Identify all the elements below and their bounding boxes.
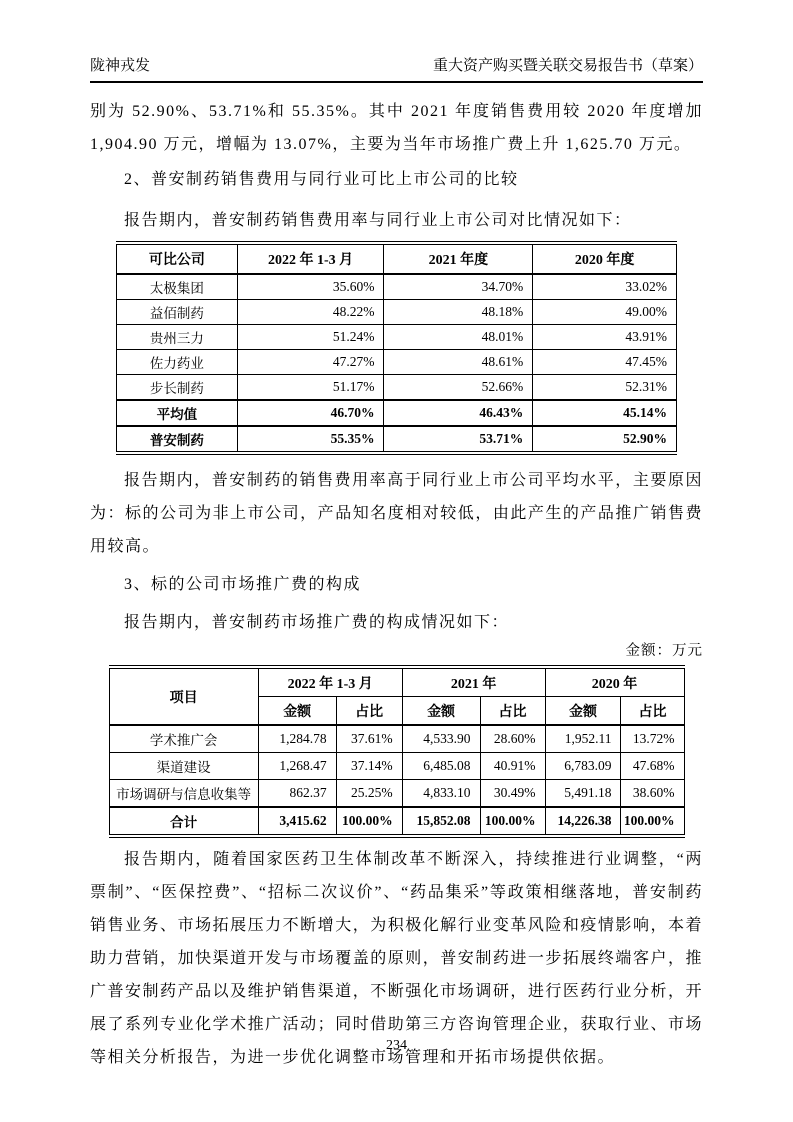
table-cell: 太极集团 bbox=[117, 274, 238, 300]
table-cell: 佐力药业 bbox=[117, 350, 238, 375]
table-cell: 平均值 bbox=[117, 400, 238, 426]
table-header-row bbox=[109, 667, 684, 697]
table-cell: 46.70% bbox=[237, 400, 384, 426]
table-cell: 贵州三力 bbox=[117, 325, 238, 350]
table-cell: 48.61% bbox=[384, 350, 533, 375]
table-header-cell: 金额 bbox=[402, 697, 480, 726]
table-cell: 38.60% bbox=[621, 780, 684, 808]
table-cell: 14,226.38 bbox=[545, 807, 621, 836]
table-row bbox=[117, 375, 677, 401]
table-cell: 47.27% bbox=[237, 350, 384, 375]
table-cell: 市场调研与信息收集等 bbox=[109, 780, 258, 808]
table-cell: 47.68% bbox=[621, 753, 684, 780]
table-cell: 48.18% bbox=[384, 300, 533, 325]
table-row-total bbox=[109, 807, 684, 836]
table-cell: 48.01% bbox=[384, 325, 533, 350]
table-header-cell: 2020 年度 bbox=[533, 243, 677, 274]
table-cell: 30.49% bbox=[480, 780, 545, 808]
table-cell: 合计 bbox=[109, 807, 258, 836]
paragraph-composition-intro: 报告期内，普安制药市场推广费的构成情况如下： bbox=[124, 614, 510, 631]
running-header bbox=[90, 56, 703, 83]
section-heading-2: 2、普安制药销售费用与同行业可比上市公司的比较 bbox=[124, 171, 519, 188]
sales-expense-ratio-comparison-table bbox=[116, 241, 677, 455]
section-heading-3: 3、标的公司市场推广费的构成 bbox=[124, 576, 362, 593]
table-cell: 49.00% bbox=[533, 300, 677, 325]
table-cell: 1,952.11 bbox=[545, 725, 621, 753]
table-row-average bbox=[117, 400, 677, 426]
table-cell: 15,852.08 bbox=[402, 807, 480, 836]
table-header-cell: 2021 年度 bbox=[384, 243, 533, 274]
table-header-cell: 2020 年 bbox=[545, 667, 684, 697]
table-cell: 渠道建设 bbox=[109, 753, 258, 780]
table-cell: 普安制药 bbox=[117, 426, 238, 453]
table-row bbox=[109, 725, 684, 753]
table-header-cell: 占比 bbox=[480, 697, 545, 726]
header-document-title: 重大资产购买暨关联交易报告书（草案） bbox=[432, 58, 703, 74]
table-cell: 37.61% bbox=[336, 725, 402, 753]
table-cell: 6,783.09 bbox=[545, 753, 621, 780]
table-cell: 46.43% bbox=[384, 400, 533, 426]
table-header-cell: 金额 bbox=[258, 697, 336, 726]
table-cell: 34.70% bbox=[384, 274, 533, 300]
table-cell: 47.45% bbox=[533, 350, 677, 375]
table-cell: 51.17% bbox=[237, 375, 384, 401]
table-row bbox=[117, 300, 677, 325]
table-cell: 5,491.18 bbox=[545, 780, 621, 808]
table-cell: 6,485.08 bbox=[402, 753, 480, 780]
table-row bbox=[117, 325, 677, 350]
table-cell: 28.60% bbox=[480, 725, 545, 753]
table-header-cell: 2022 年 1-3 月 bbox=[258, 667, 402, 697]
table-cell: 1,268.47 bbox=[258, 753, 336, 780]
header-company-name: 陇神戎发 bbox=[90, 58, 151, 74]
table-cell: 33.02% bbox=[533, 274, 677, 300]
table-header-cell: 项目 bbox=[109, 667, 258, 725]
table-cell: 25.25% bbox=[336, 780, 402, 808]
table-cell: 3,415.62 bbox=[258, 807, 336, 836]
paragraph-intro-continuation: 别为 52.90%、53.71%和 55.35%。其中 2021 年度销售费用较 2020 年度增加 1,904.90 万元，增幅为 13.07%，主要为当年市场推广费上升 1,625.70 万元。 bbox=[90, 103, 703, 153]
table-cell: 100.00% bbox=[621, 807, 684, 836]
table-cell: 4,833.10 bbox=[402, 780, 480, 808]
table-header-cell: 可比公司 bbox=[117, 243, 238, 274]
table-cell: 45.14% bbox=[533, 400, 677, 426]
table-cell: 52.90% bbox=[533, 426, 677, 453]
table-cell: 52.66% bbox=[384, 375, 533, 401]
table-cell: 52.31% bbox=[533, 375, 677, 401]
table-cell: 100.00% bbox=[480, 807, 545, 836]
table-cell: 13.72% bbox=[621, 725, 684, 753]
table-cell: 35.60% bbox=[237, 274, 384, 300]
table-cell: 37.14% bbox=[336, 753, 402, 780]
table-header-cell: 2021 年 bbox=[402, 667, 545, 697]
table-row bbox=[109, 780, 684, 808]
paragraph-analysis: 报告期内，普安制药的销售费用率高于同行业上市公司平均水平，主要原因为：标的公司为非上市公司，产品知名度相对较低，由此产生的产品推广销售费用较高。 bbox=[90, 472, 703, 555]
table-cell: 43.91% bbox=[533, 325, 677, 350]
table-header-cell: 金额 bbox=[545, 697, 621, 726]
market-promotion-fee-composition-table bbox=[109, 665, 685, 838]
table-header-cell: 2022 年 1-3 月 bbox=[237, 243, 384, 274]
table-cell: 益佰制药 bbox=[117, 300, 238, 325]
table-cell: 步长制药 bbox=[117, 375, 238, 401]
table-row bbox=[117, 274, 677, 300]
paragraph-closing: 报告期内，随着国家医药卫生体制改革不断深入，持续推进行业调整，“两票制”、“医保控费”、“招标二次议价”、“药品集采”等政策相继落地，普安制药销售业务、市场拓展压力不断增大，为积极化解行业变革风险和疫情影响，本着助力营销，加快渠道开发与市场覆盖的原则，普安制药进一步拓展终端客户，推广普安制药产品以及维护销售渠道，不断强化市场调研，进行医药行业分析，开展了系列专业化学术推广活动；同时借助第三方咨询管理企业，获取行业、市场等相关分析报告，为进一步优化调整市场管理和开拓市场提供依据。 bbox=[90, 851, 703, 1066]
table-cell: 学术推广会 bbox=[109, 725, 258, 753]
table-cell: 1,284.78 bbox=[258, 725, 336, 753]
table-unit-label: 金额：万元 bbox=[625, 643, 703, 659]
table-cell: 100.00% bbox=[336, 807, 402, 836]
table-cell: 40.91% bbox=[480, 753, 545, 780]
table-cell: 862.37 bbox=[258, 780, 336, 808]
table-row-target-company bbox=[117, 426, 677, 453]
table-cell: 55.35% bbox=[237, 426, 384, 453]
table-cell: 4,533.90 bbox=[402, 725, 480, 753]
table-cell: 48.22% bbox=[237, 300, 384, 325]
paragraph-comparison-intro: 报告期内，普安制药销售费用率与同行业上市公司对比情况如下： bbox=[124, 212, 632, 229]
table-header-cell: 占比 bbox=[336, 697, 402, 726]
table-cell: 53.71% bbox=[384, 426, 533, 453]
page-number: 234 bbox=[386, 1038, 407, 1053]
table-header-cell: 占比 bbox=[621, 697, 684, 726]
table-header-row bbox=[117, 243, 677, 274]
table-row bbox=[109, 753, 684, 780]
table-row bbox=[117, 350, 677, 375]
table-cell: 51.24% bbox=[237, 325, 384, 350]
